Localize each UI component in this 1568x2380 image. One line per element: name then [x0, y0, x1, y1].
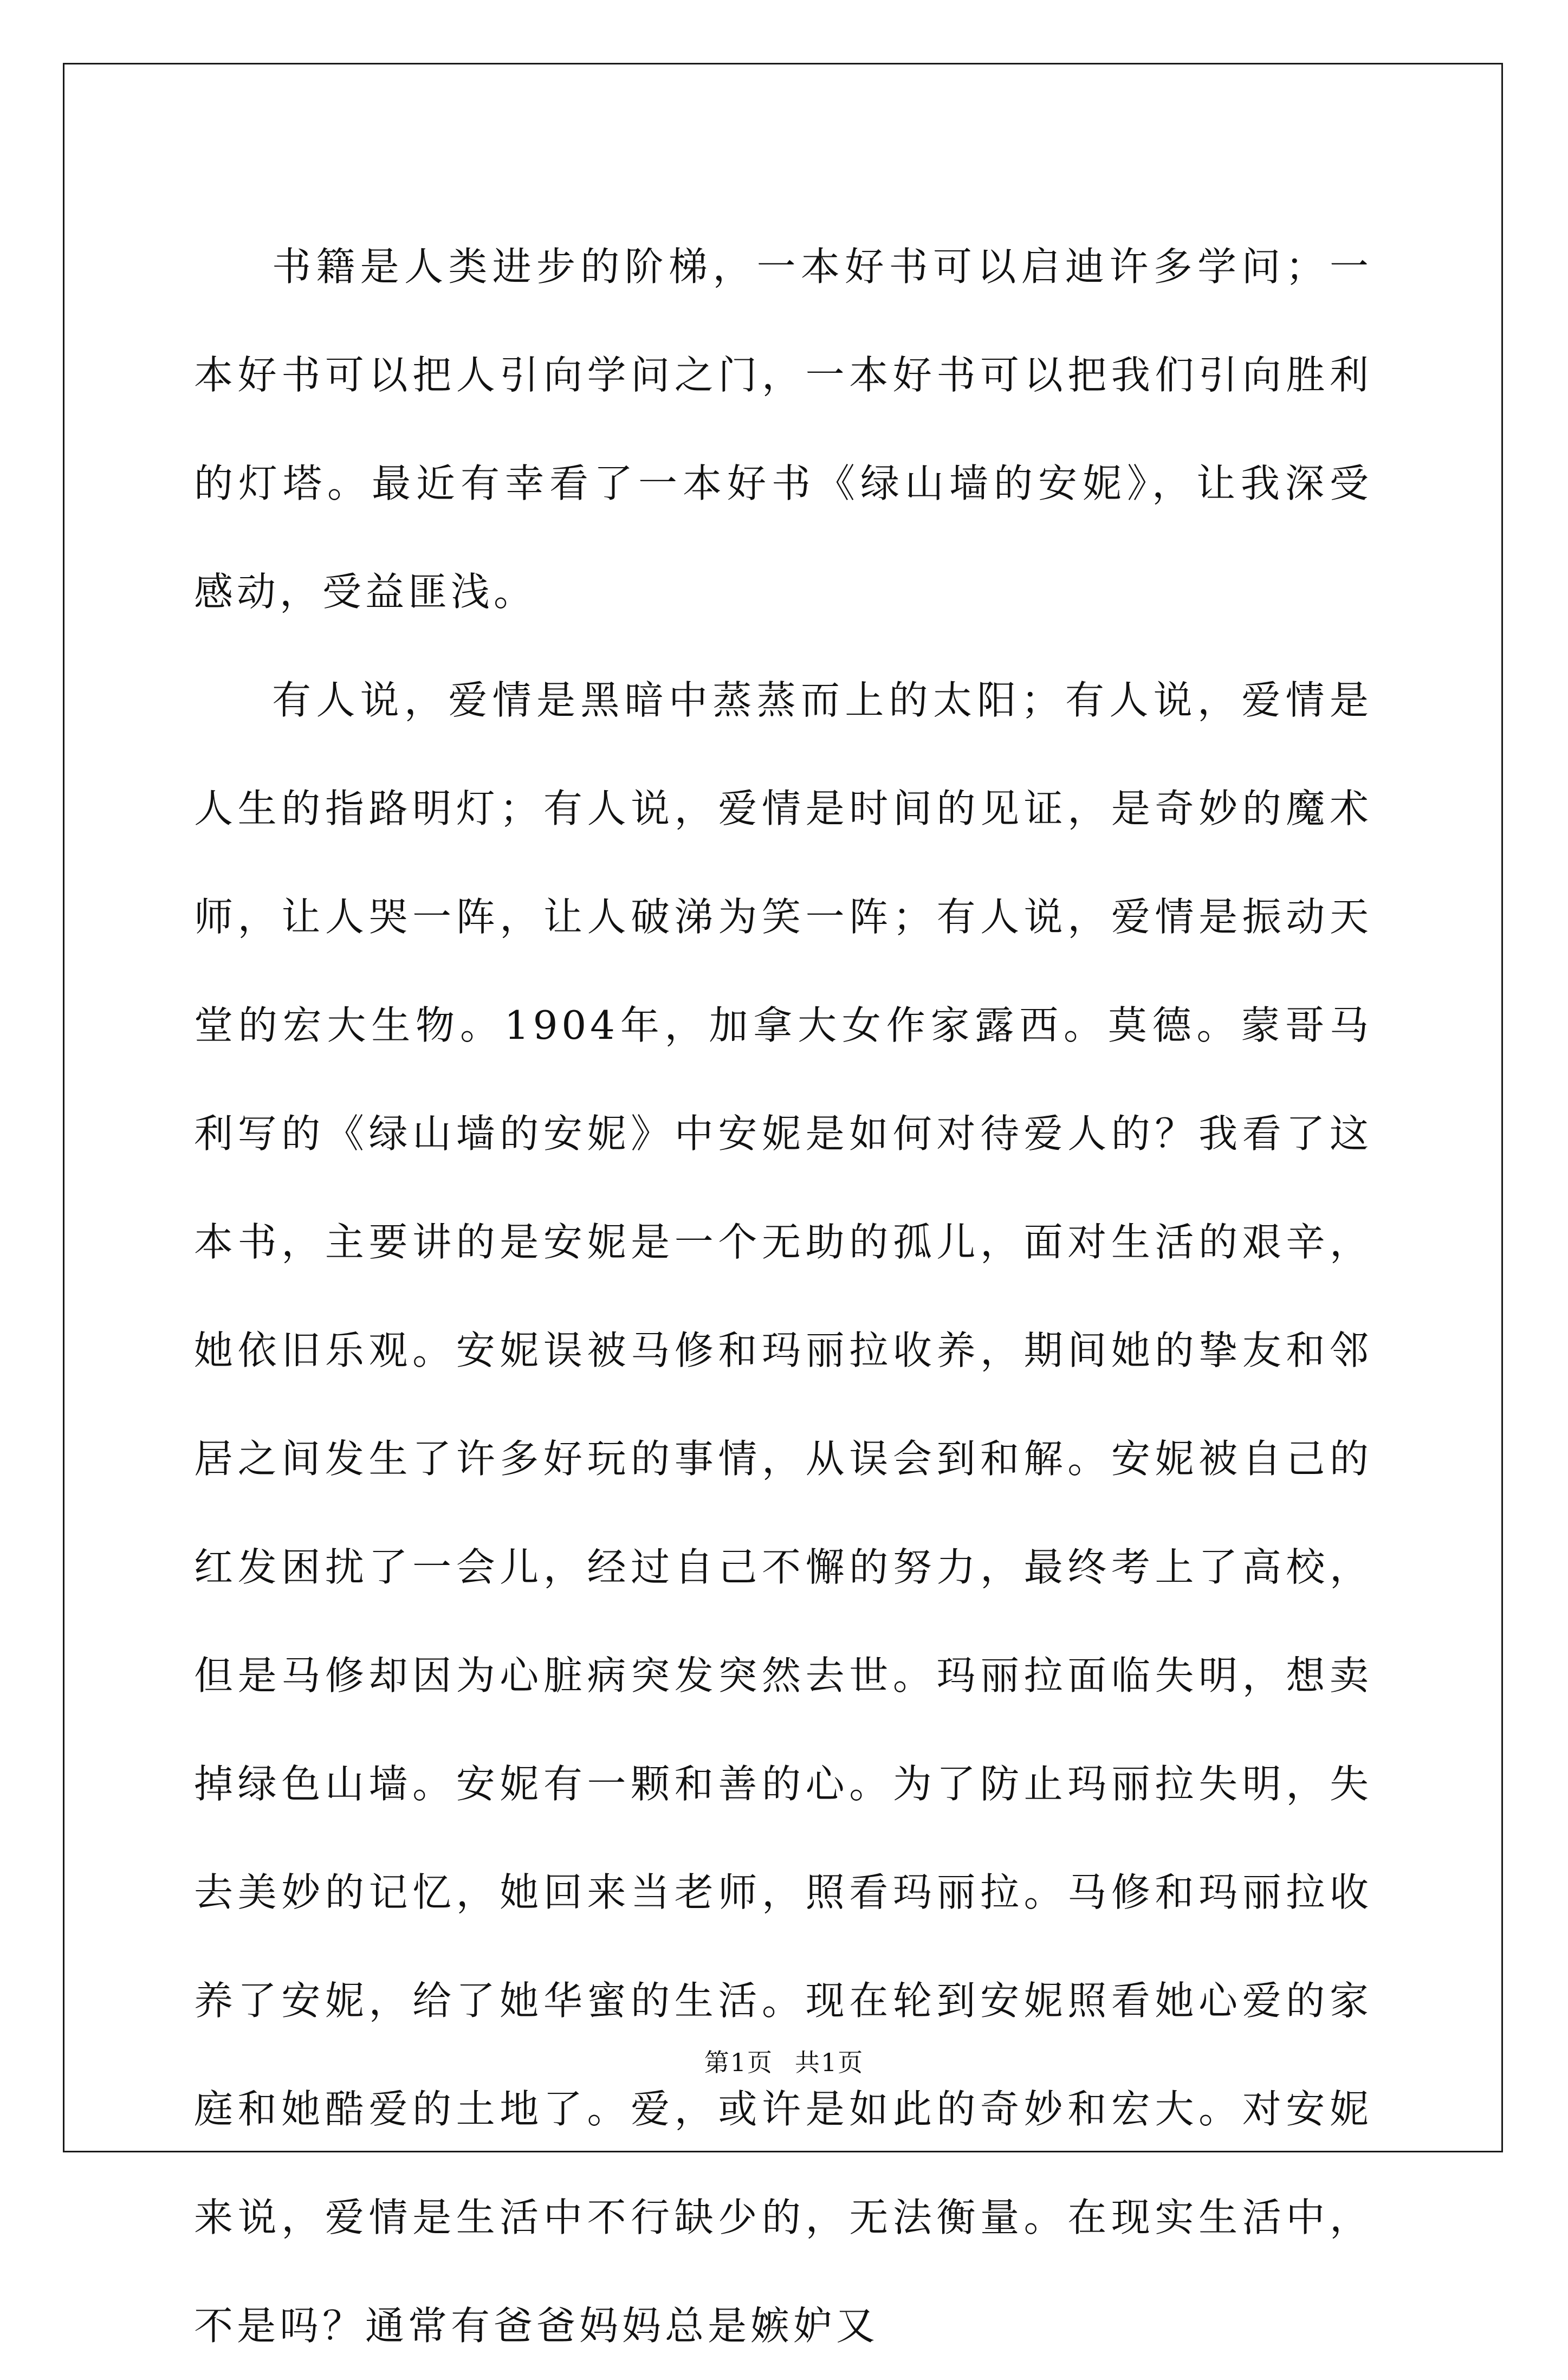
page-total: 共1页: [795, 2048, 864, 2077]
page-number: 第1页: [704, 2048, 773, 2077]
paragraph: 有人说，爱情是黑暗中蒸蒸而上的太阳；有人说，爱情是人生的指路明灯；有人说，爱情是时间的见证，是奇妙的魔术师，让人哭一阵，让人破涕为笑一阵；有人说，爱情是振动天堂的宏大生物。1904年，加拿大女作家露西。莫德。蒙哥马利写的《绿山墙的安妮》中安妮是如何对待爱人的？我看了这本书，主要讲的是安妮是一个无助的孤儿，面对生活的艰辛，她依旧乐观。安妮误被马修和玛丽拉收养，期间她的挚友和邻居之间发生了许多好玩的事情，从误会到和解。安妮被自己的红发困扰了一会儿，经过自己不懈的努力，最终考上了高校，但是马修却因为心脏病突发突然去世。玛丽拉面临失明，想卖掉绿色山墙。安妮有一颗和善的心。为了防止玛丽拉失明，失去美妙的记忆，她回来当老师，照看玛丽拉。马修和玛丽拉收养了安妮，给了她华蜜的生活。现在轮到安妮照看她心爱的家庭和她酷爱的土地了。爱，或许是如此的奇妙和宏大。对安妮来说，爱情是生活中不行缺少的，无法衡量。在现实生活中，不是吗？通常有爸爸妈妈总是嫉妒又: [194, 677, 1372, 2349]
paragraph: 书籍是人类进步的阶梯，一本好书可以启迪许多学问；一本好书可以把人引向学问之门，一本好书可以把我们引向胜利的灯塔。最近有幸看了一本好书《绿山墙的安妮》，让我深受感动，受益匪浅。: [194, 244, 1372, 615]
page-footer: [0, 2043, 1568, 2079]
